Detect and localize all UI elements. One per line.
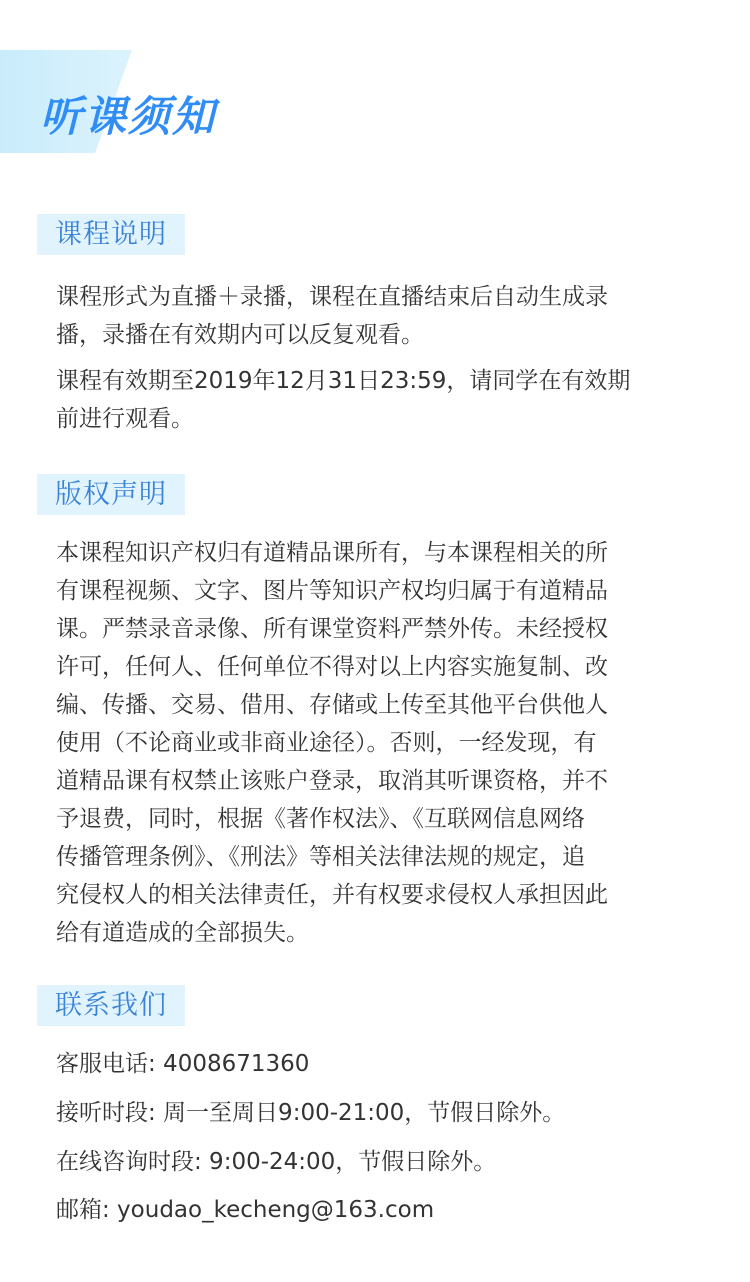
course-validity-paragraph: 课程有效期至2019年12月31日23:59，请同学在有效期 前进行观看。 [56,368,631,432]
contact-online-hours: 在线咨询时段: 9:00-24:00，节假日除外。 [56,1149,497,1175]
page-title: 听课须知 [40,92,217,141]
course-format-paragraph: 课程形式为直播＋录播，课程在直播结束后自动生成录 播，录播在有效期内可以反复观看。 [56,284,608,348]
copyright-paragraph: 本课程知识产权归有道精品课所有，与本课程相关的所 有课程视频、文字、图片等知识产权均归属于有道精品 课。严禁录音录像、所有课堂资料严禁外传。未经授权 许可，任何人、任何单位不得对以上内容实施复制、改 编、传播、交易、借用、存储或上传至其他平台供他人 使用（不论商业或非商业途径）。否则，一经发现，有 道精品课有权禁止该账户登录，取消其听课资格，并不 予退费，同时，根据《著作权法》、《互联网信息网络 传播管理条例》、《刑法》等相关法律法规的规定，追 究侵权人的相关法律责任，并有权要求侵权人承担因此 给有道造成的全部损失。 [56,540,608,946]
contact-phone: 客服电话: 4008671360 [56,1051,310,1077]
section-tag-contact: 联系我们 [37,985,185,1026]
contact-phone-hours: 接听时段: 周一至周日9:00-21:00，节假日除外。 [56,1100,566,1126]
section-tag-copyright: 版权声明 [37,474,185,515]
section-tag-course: 课程说明 [37,214,185,255]
contact-email: 邮箱: youdao_kecheng@163.com [56,1197,435,1223]
